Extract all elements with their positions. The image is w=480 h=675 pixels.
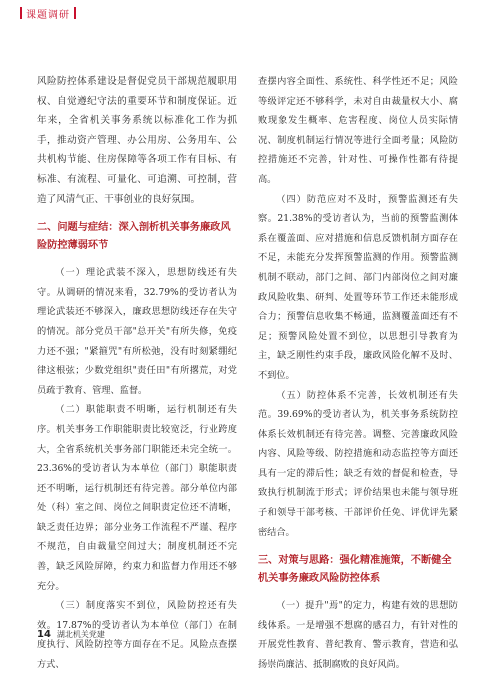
- page-number: 14: [37, 629, 51, 640]
- section-heading-3: 三、对策与思路：强化精准施策，不断健全机关事务廉政风险防控体系: [258, 555, 452, 585]
- paragraph-1: （一）理论武装不深入，思想防线还有失守。从调研的情况来看，32.79%的受访者认为理论武装还不够深入，廉政思想防线还存在失守的情况。部分党员干部"总开关"有所失修，免疫力还不强；"紧箍咒"有所松弛，没有时刻紧绷纪律这根弦；少数党组织"责任田"有所撂荒，对党员疏于教育、管理、监督。: [37, 267, 237, 396]
- intro-paragraph: 风险防控体系建设是督促党员干部规范履职用权、自觉遵纪守法的重要环节和制度保证。近年来，全省机关事务系统以标准化工作为抓手，推动资产管理、办公用房、公务用车、公共机构节能、住房保障等各项工作有目标、有标准、有流程、可量化、可追溯、可控制，营造了风清气正、干事创业的良好氛围。: [37, 76, 237, 205]
- section-title: 课题调研: [26, 9, 70, 21]
- section-header: [20, 6, 76, 20]
- paragraph-3: （三）制度落实不到位，风险防控还有失效。17.87%的受访者认为本单位（部门）在制度执行、风险防控等方面存在不足。风险点查摆方式、: [37, 600, 237, 671]
- paragraph-3-continued: 查摆内容全面性、系统性、科学性还不足；风险等级评定还不够科学，未对自由裁量权大小、腐败现象发生概率、危害程度、岗位人员实际情况、制度机制运行情况等进行全面考量；风险防控措施还不完善，针对性、可操作性都有待提高。: [258, 76, 458, 185]
- paragraph-5: （五）防控体系不完善，长效机制还有失范。39.69%的受访者认为，机关事务系统防控体系长效机制还有待完善。调整、完善廉政风险内容、风险等级、防控措施和动态监控等方面还具有一定的滞后性；缺乏有效的督促和检查，导致执行机制流于形式；评价结果也未能与领导班子和领导干部考核、干部评价任免、评优评先紧密结合。: [258, 389, 458, 538]
- paragraph-2: （二）职能职责不明晰，运行机制还有失序。机关事务工作职能职责比较宽泛，行业跨度大，全省系统机关事务部门职能还未完全统一。23.36%的受访者认为本单位（部门）职能职责还不明晰，运行机制还有待完善。部分单位内部处（科）室之间、岗位之间职责定位还不清晰，缺乏责任边界；部分业务工作流程不严谨、程序不规范，自由裁量空间过大；制度机制还不完善，缺乏风险屏障，约束力和监督力作用还不够充分。: [37, 404, 237, 592]
- magazine-name: 湖北机关党建: [56, 630, 105, 639]
- section-heading-2: 二、问题与症结：深入剖析机关事务廉政风险防控薄弱环节: [37, 222, 231, 252]
- header-bar-right: [74, 7, 76, 19]
- right-column: [258, 72, 458, 675]
- paragraph-4: （四）防范应对不及时，预警监测还有失察。21.38%的受访者认为，当前的预警监测体系在覆盖面、应对措施和信息反馈机制方面存在不足，未能充分发挥预警监测的作用。预警监测机制不联动，部门之间、部门内部岗位之间对廉政风险收集、研判、处置等环节工作还未能形成合力；预警信息收集不畅通，监测覆盖面还有不足；预警风险处置不到位，以思想引导教育为主，缺乏刚性约束手段，廉政风险化解不及时、不到位。: [258, 193, 458, 381]
- page-footer: [37, 629, 105, 640]
- paragraph-6: （一）提升"焉"的定力，构建有效的思想防线体系。一是增强不想腐的感召力，有针对性的开展党性教育、普纪教育、警示教育，营造和弘扬崇尚廉洁、抵制腐败的良好风尚。: [258, 600, 458, 671]
- left-column: [37, 72, 237, 675]
